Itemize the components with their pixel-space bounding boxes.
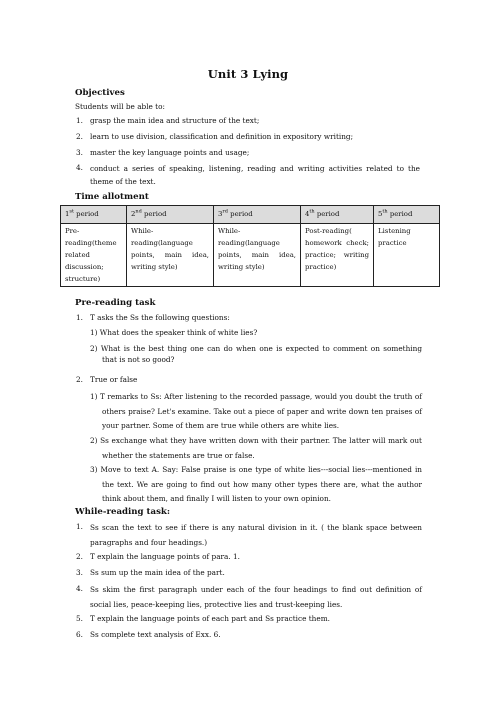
pre-reading-subitem: 2) What is the best thing one can do when one is expected to comment on something that is not so good? <box>90 344 422 364</box>
while-reading-item: Ss scan the text to see if there is any natural division in it. ( the blank space between paragraphs and four headings.) <box>90 523 422 547</box>
pre-reading-num: 2. <box>76 375 83 384</box>
while-reading-num: 2. <box>76 552 83 561</box>
while-reading-item: Ss sum up the main idea of the part. <box>90 568 225 577</box>
while-reading-num: 4. <box>76 584 83 593</box>
objective-num: 3. <box>76 148 83 157</box>
while-reading-item: T explain the language points of para. 1. <box>90 552 240 561</box>
while-reading-num: 5. <box>76 614 83 623</box>
time-allotment-table <box>60 205 440 287</box>
pre-reading-item: T asks the Ss the following questions: <box>90 313 230 322</box>
table-cell: While-reading(language points, main idea, writing style) <box>214 224 301 287</box>
pre-reading-num: 1. <box>76 313 83 322</box>
table-row <box>61 224 440 287</box>
objective-item: conduct a series of speaking, listening, reading and writing activities related to the theme of the text. <box>90 164 420 186</box>
pre-reading-subitem: 2) Ss exchange what they have written down with their partner. The latter will mark out whether the statements are true or false. <box>90 436 422 460</box>
table-header-cell: 4th period <box>301 206 374 224</box>
while-reading-heading: While-reading task: <box>75 507 171 517</box>
objective-item: learn to use division, classification and definition in expository writing; <box>90 132 354 141</box>
while-reading-item: Ss skim the first paragraph under each of the four headings to find out definition of social lies, peace-keeping lies, protective lies and trust-keeping lies. <box>90 585 422 609</box>
table-cell: Pre-reading(theme related discussion; structure) <box>61 224 127 287</box>
objectives-heading: Objectives <box>75 88 125 98</box>
pre-reading-heading: Pre-reading task <box>75 298 156 308</box>
while-reading-num: 3. <box>76 568 83 577</box>
table-cell: While-reading(language points, main idea, writing style) <box>127 224 214 287</box>
objective-num: 4. <box>76 163 83 172</box>
table-header-cell: 2nd period <box>127 206 214 224</box>
while-reading-item: Ss complete text analysis of Exx. 6. <box>90 630 221 639</box>
while-reading-num: 6. <box>76 630 83 639</box>
pre-reading-item: True or false <box>90 375 138 384</box>
time-allotment-heading: Time allotment <box>75 192 149 202</box>
pre-reading-subitem: 1) T remarks to Ss: After listening to the recorded passage, would you doubt the truth of others praise? Let's examine. Take out a piece of paper and write down ten praises of your partner. Some of them are true while others are white lies. <box>90 392 422 430</box>
table-header-cell: 3rd period <box>214 206 301 224</box>
table-header-cell: 5th period <box>374 206 440 224</box>
table-cell: Listening practice <box>374 224 440 287</box>
objectives-intro: Students will be able to: <box>75 102 165 111</box>
objective-num: 1. <box>76 116 83 125</box>
objective-num: 2. <box>76 132 83 141</box>
pre-reading-subitem: 1) What does the speaker think of white lies? <box>90 328 258 337</box>
objective-item: master the key language points and usage; <box>90 148 250 157</box>
table-header-row <box>61 206 440 224</box>
objective-item: grasp the main idea and structure of the text; <box>90 116 260 125</box>
table-header-cell: 1st period <box>61 206 127 224</box>
while-reading-num: 1. <box>76 522 83 531</box>
page-title: Unit 3 Lying <box>207 67 289 81</box>
while-reading-item: T explain the language points of each part and Ss practice them. <box>90 614 330 623</box>
table-cell: Post-reading( homework check; practice; writing practice) <box>301 224 374 287</box>
pre-reading-subitem: 3) Move to text A. Say: False praise is one type of white lies---social lies---mentioned in the text. We are going to find out how many other types there are, what the author think about them, and finally I will listen to your own opinion. <box>90 465 422 503</box>
